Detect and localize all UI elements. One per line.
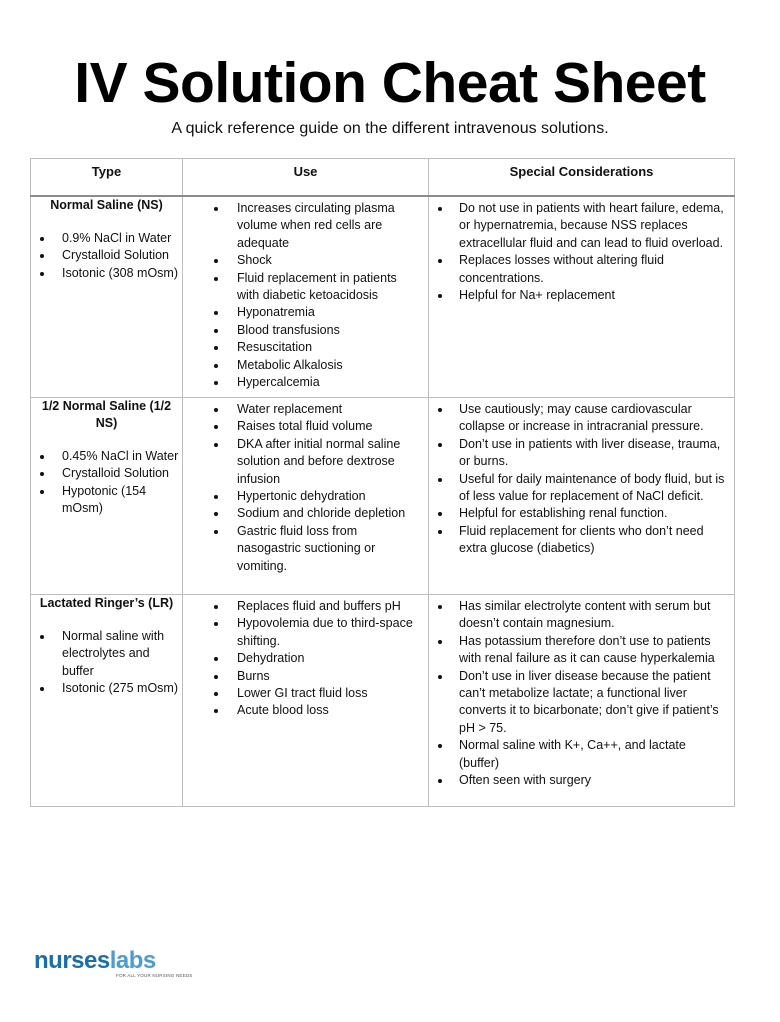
type-cell xyxy=(31,196,183,398)
solution-name: Normal Saline (NS) xyxy=(50,198,163,212)
use-list xyxy=(183,398,428,575)
list-item: Has similar electrolyte content with serum but doesn’t contain magnesium. xyxy=(429,598,728,633)
list-item: Helpful for establishing renal function. xyxy=(429,505,728,522)
list-item: Gastric fluid loss from nasogastric suctioning or vomiting. xyxy=(183,523,422,575)
type-cell xyxy=(31,398,183,595)
list-item: Normal saline with K+, Ca++, and lactate (buffer) xyxy=(429,737,728,772)
list-item: Hypotonic (154 mOsm) xyxy=(31,483,182,518)
type-details-list xyxy=(31,628,182,698)
list-item: Do not use in patients with heart failure, edema, or hypernatremia, because NSS replaces extracellular fluid and can lead to fluid overload. xyxy=(429,200,728,252)
list-item: Crystalloid Solution xyxy=(31,247,182,264)
use-cell xyxy=(183,398,429,595)
list-item: Fluid replacement for clients who don’t need extra glucose (diabetics) xyxy=(429,523,728,558)
list-item: Useful for daily maintenance of body fluid, but is of less value for replacement of NaCl deficit. xyxy=(429,471,728,506)
list-item: Acute blood loss xyxy=(183,702,422,719)
list-item: Lower GI tract fluid loss xyxy=(183,685,422,702)
list-item: Increases circulating plasma volume when red cells are adequate xyxy=(183,200,422,252)
list-item: Hyponatremia xyxy=(183,304,422,321)
list-item: Has potassium therefore don’t use to patients with renal failure as it can cause hyperkalemia xyxy=(429,633,728,668)
list-item: Raises total fluid volume xyxy=(183,418,422,435)
considerations-list xyxy=(429,595,734,789)
list-item: Normal saline with electrolytes and buffer xyxy=(31,628,182,680)
list-item: Hypertonic dehydration xyxy=(183,488,422,505)
solution-name: 1/2 Normal Saline (1/2 NS) xyxy=(41,399,172,430)
list-item: Often seen with surgery xyxy=(429,772,728,789)
list-item: Burns xyxy=(183,668,422,685)
solution-name: Lactated Ringer’s (LR) xyxy=(39,596,174,610)
list-item: Dehydration xyxy=(183,650,422,667)
use-cell xyxy=(183,196,429,398)
list-item: DKA after initial normal saline solution and before dextrose infusion xyxy=(183,436,422,488)
table-row-half-normal-saline xyxy=(31,398,735,595)
list-item: Hypovolemia due to third-space shifting. xyxy=(183,615,422,650)
list-item: 0.9% NaCl in Water xyxy=(31,230,182,247)
list-item: Blood transfusions xyxy=(183,322,422,339)
list-item: Metabolic Alkalosis xyxy=(183,357,422,374)
list-item: Use cautiously; may cause cardiovascular collapse or increase in intracranial pressure. xyxy=(429,401,728,436)
page-subtitle: A quick reference guide on the different intravenous solutions. xyxy=(171,120,609,137)
list-item: Isotonic (308 mOsm) xyxy=(31,265,182,282)
table-header-row xyxy=(31,159,735,197)
list-item: Don’t use in patients with liver disease, trauma, or burns. xyxy=(429,436,728,471)
list-item: Sodium and chloride depletion xyxy=(183,505,422,522)
column-header-considerations: Special Considerations xyxy=(429,159,735,197)
list-item: Replaces losses without altering fluid concentrations. xyxy=(429,252,728,287)
nurseslabs-logo[interactable] xyxy=(34,944,193,984)
list-item: 0.45% NaCl in Water xyxy=(31,448,182,465)
list-item: Water replacement xyxy=(183,401,422,418)
list-item: Crystalloid Solution xyxy=(31,465,182,482)
type-details-list xyxy=(31,230,182,282)
list-item: Replaces fluid and buffers pH xyxy=(183,598,422,615)
table-row-lactated-ringers xyxy=(31,595,735,807)
page-title: IV Solution Cheat Sheet xyxy=(74,51,706,115)
considerations-cell xyxy=(429,595,735,807)
list-item: Isotonic (275 mOsm) xyxy=(31,680,182,697)
logo-wordmark xyxy=(34,948,156,974)
list-item: Don’t use in liver disease because the patient can’t metabolize lactate; a functional liver converts it to bicarbonate; don’t give if patient’s pH > 75. xyxy=(429,668,728,738)
logo-tagline: FOR ALL YOUR NURSING NEEDS xyxy=(116,973,193,978)
column-header-use: Use xyxy=(183,159,429,197)
type-details-list xyxy=(31,448,182,518)
list-item: Hypercalcemia xyxy=(183,374,422,391)
use-cell xyxy=(183,595,429,807)
type-cell xyxy=(31,595,183,807)
list-item: Shock xyxy=(183,252,422,269)
considerations-cell xyxy=(429,398,735,595)
table-row-normal-saline xyxy=(31,196,735,398)
considerations-list xyxy=(429,398,734,558)
iv-solutions-table xyxy=(30,158,735,807)
list-item: Fluid replacement in patients with diabetic ketoacidosis xyxy=(183,270,422,305)
use-list xyxy=(183,197,428,391)
use-list xyxy=(183,595,428,720)
considerations-cell xyxy=(429,196,735,398)
list-item: Helpful for Na+ replacement xyxy=(429,287,728,304)
logo-brand-part2: labs xyxy=(109,947,156,974)
logo-brand-part1: nurses xyxy=(34,947,110,974)
list-item: Resuscitation xyxy=(183,339,422,356)
considerations-list xyxy=(429,197,734,304)
column-header-type: Type xyxy=(31,159,183,197)
